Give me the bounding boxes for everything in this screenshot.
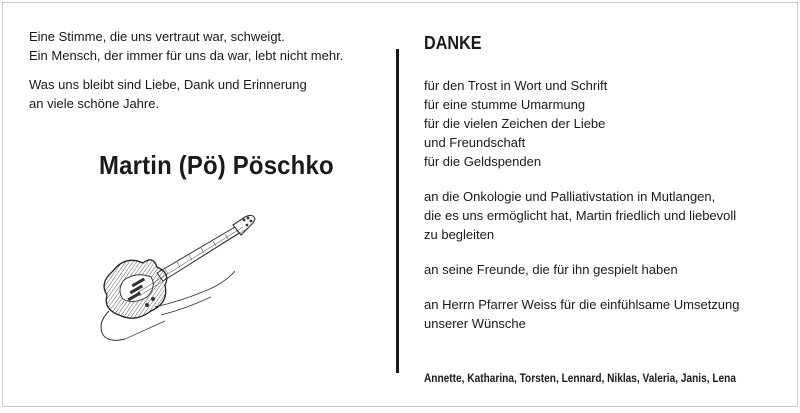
- left-column: [29, 27, 379, 123]
- verse-line: Ein Mensch, der immer für uns da war, lebt nicht mehr.: [29, 48, 344, 63]
- thanks-line: für die Geldspenden: [424, 154, 542, 169]
- thanks-line: unserer Wünsche: [424, 316, 526, 331]
- column-divider: [396, 49, 399, 373]
- verse-line: Eine Stimme, die uns vertraut war, schweigt.: [29, 29, 285, 44]
- danke-heading: DANKE: [424, 33, 482, 53]
- thanks-line: zu begleiten: [424, 227, 495, 242]
- thanks-line: für die vielen Zeichen der Liebe: [424, 116, 606, 131]
- electric-guitar-icon: [95, 211, 265, 346]
- thanks-line: an die Onkologie und Palliativstation in Mutlangen,: [424, 189, 716, 204]
- right-column: [424, 33, 784, 349]
- thanks-block-1: [424, 76, 784, 171]
- thanks-line: an seine Freunde, die für ihn gespielt haben: [424, 262, 678, 277]
- verse-line: Was uns bleibt sind Liebe, Dank und Erinnerung: [29, 77, 307, 92]
- verse-line: an viele schöne Jahre.: [29, 96, 160, 111]
- signers-list: Annette, Katharina, Torsten, Lennard, Niklas, Valeria, Janis, Lena: [424, 373, 736, 385]
- thanks-line: für den Trost in Wort und Schrift: [424, 78, 608, 93]
- thanks-line: die es uns ermöglicht hat, Martin friedlich und liebevoll: [424, 208, 737, 223]
- thanks-block-2: [424, 187, 784, 244]
- thanks-line: für eine stumme Umarmung: [424, 97, 586, 112]
- thanks-block-4: [424, 295, 784, 333]
- obituary-card: [2, 2, 798, 407]
- thanks-line: an Herrn Pfarrer Weiss für die einfühlsame Umsetzung: [424, 297, 740, 312]
- thanks-line: und Freundschaft: [424, 135, 526, 150]
- verse-paragraph-1: [29, 27, 379, 65]
- thanks-block-3: [424, 260, 784, 279]
- deceased-name: Martin (Pö) Pöschko: [99, 150, 334, 180]
- verse-paragraph-2: [29, 75, 379, 113]
